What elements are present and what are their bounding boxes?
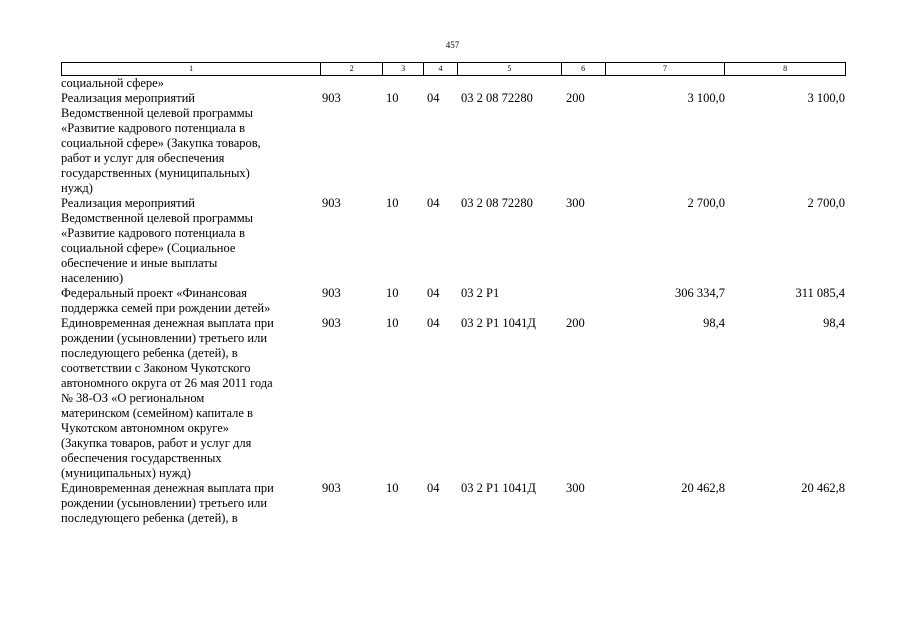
row-description (61, 196, 321, 286)
row-code-4: 04 (427, 196, 440, 210)
description-line: Чукотском автономном округе» (61, 421, 229, 435)
row-amount-7: 3 100,0 (687, 91, 725, 105)
row-amount-8: 2 700,0 (807, 196, 845, 210)
row-code-2: 903 (322, 196, 341, 210)
description-line: Ведомственной целевой программы (61, 211, 254, 225)
header-col-6: 6 (562, 63, 606, 75)
row-code-6: 200 (566, 91, 585, 105)
description-line: Федеральный проект «Финансовая (61, 286, 247, 300)
description-line: Реализация мероприятий (61, 91, 195, 105)
header-col-5: 5 (458, 63, 562, 75)
description-line: Единовременная денежная выплата при (61, 481, 274, 495)
table-row (61, 196, 846, 286)
row-code-3: 10 (386, 316, 399, 330)
row-code-6: 300 (566, 196, 585, 210)
row-amount-7: 98,4 (703, 316, 725, 330)
description-line: обеспечения государственных (61, 451, 222, 465)
row-code-4: 04 (427, 91, 440, 105)
table-row (61, 481, 846, 526)
row-code-5: 03 2 P1 1041Д (461, 316, 536, 330)
table-header (61, 62, 846, 76)
page-number: 457 (445, 40, 460, 50)
row-code-3: 10 (386, 91, 399, 105)
table-row (61, 286, 846, 316)
row-amount-7: 306 334,7 (675, 286, 725, 300)
description-line: социальной сфере» (61, 76, 164, 90)
description-line: Ведомственной целевой программы (61, 106, 254, 120)
header-col-3: 3 (383, 63, 424, 75)
row-code-2: 903 (322, 481, 341, 495)
description-line: нужд) (61, 181, 93, 195)
table-row (61, 316, 846, 481)
description-line: Реализация мероприятий (61, 196, 195, 210)
row-amount-8: 3 100,0 (807, 91, 845, 105)
row-code-6: 200 (566, 316, 585, 330)
row-amount-7: 2 700,0 (687, 196, 725, 210)
description-line: автономного округа от 26 мая 2011 года (61, 376, 273, 390)
description-line: социальной сфере» (Социальное (61, 241, 236, 255)
header-col-1: 1 (62, 63, 321, 75)
row-code-2: 903 (322, 286, 341, 300)
description-line: населению) (61, 271, 124, 285)
description-line: (Закупка товаров, работ и услуг для (61, 436, 252, 450)
description-line: государственных (муниципальных) (61, 166, 250, 180)
table-row (61, 76, 846, 91)
table-row (61, 91, 846, 196)
header-col-8: 8 (783, 64, 788, 73)
row-amount-8: 98,4 (823, 316, 845, 330)
row-code-4: 04 (427, 481, 440, 495)
description-line: «Развитие кадрового потенциала в (61, 226, 245, 240)
row-code-5: 03 2 08 72280 (461, 91, 533, 105)
row-code-3: 10 (386, 286, 399, 300)
row-description (61, 316, 321, 481)
description-line: обеспечение и иные выплаты (61, 256, 218, 270)
row-description (61, 481, 321, 526)
description-line: материнском (семейном) капитале в (61, 406, 253, 420)
header-col-7: 7 (606, 63, 726, 75)
description-line: последующего ребенка (детей), в (61, 346, 238, 360)
row-code-5: 03 2 P1 1041Д (461, 481, 536, 495)
table-body (61, 76, 846, 526)
row-amount-8: 311 085,4 (795, 286, 845, 300)
description-line: № 38-ОЗ «О региональном (61, 391, 205, 405)
row-code-5: 03 2 P1 (461, 286, 500, 300)
row-description (61, 91, 321, 196)
description-line: последующего ребенка (детей), в (61, 511, 238, 525)
row-description (61, 286, 321, 316)
row-code-4: 04 (427, 316, 440, 330)
row-code-3: 10 (386, 481, 399, 495)
row-amount-7: 20 462,8 (681, 481, 725, 495)
description-line: соответствии с Законом Чукотского (61, 361, 251, 375)
row-code-2: 903 (322, 316, 341, 330)
row-description (61, 76, 321, 91)
row-amount-8: 20 462,8 (801, 481, 845, 495)
description-line: социальной сфере» (Закупка товаров, (61, 136, 261, 150)
row-code-5: 03 2 08 72280 (461, 196, 533, 210)
row-code-3: 10 (386, 196, 399, 210)
row-code-2: 903 (322, 91, 341, 105)
row-code-6: 300 (566, 481, 585, 495)
description-line: рождении (усыновлении) третьего или (61, 496, 268, 510)
header-col-4: 4 (424, 63, 458, 75)
description-line: поддержка семей при рождении детей» (61, 301, 271, 315)
description-line: работ и услуг для обеспечения (61, 151, 225, 165)
description-line: рождении (усыновлении) третьего или (61, 331, 268, 345)
row-code-4: 04 (427, 286, 440, 300)
description-line: (муниципальных) нужд) (61, 466, 191, 480)
description-line: Единовременная денежная выплата при (61, 316, 274, 330)
header-col-2: 2 (321, 63, 383, 75)
budget-table (61, 62, 846, 526)
description-line: «Развитие кадрового потенциала в (61, 121, 245, 135)
